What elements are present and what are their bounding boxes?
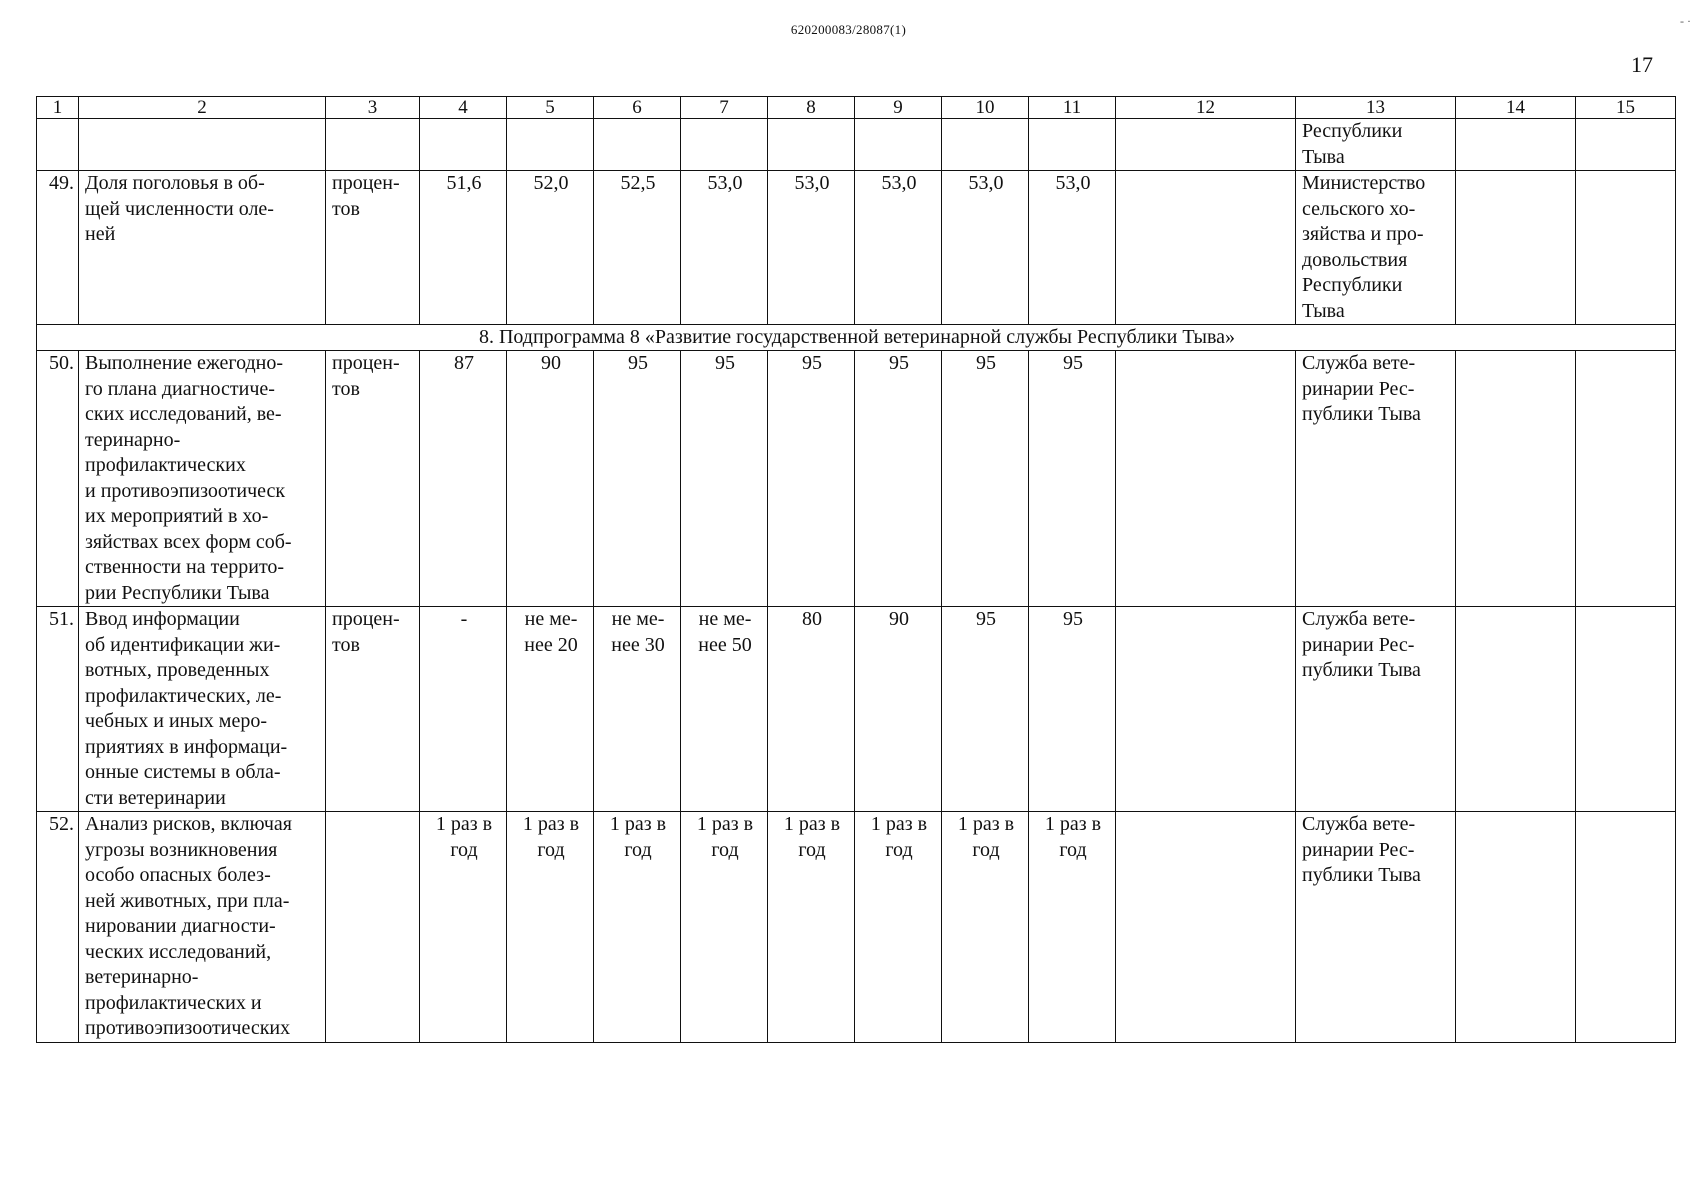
col-header-1: 1 <box>37 97 79 119</box>
value-cell: 1 раз в год <box>507 812 594 1043</box>
col-header-12: 12 <box>1116 97 1296 119</box>
row-number: 52. <box>37 812 79 1043</box>
col-header-4: 4 <box>420 97 507 119</box>
value-cell: 53,0 <box>942 171 1029 325</box>
value-cell: 52,0 <box>507 171 594 325</box>
value-cell: 95 <box>942 351 1029 607</box>
col-header-14: 14 <box>1456 97 1576 119</box>
value-cell: 90 <box>855 607 942 812</box>
value-cell: 1 раз в год <box>768 812 855 1043</box>
value-cell: 51,6 <box>420 171 507 325</box>
value-cell: 53,0 <box>768 171 855 325</box>
column-number-row <box>37 97 1676 119</box>
value-cell: 53,0 <box>1029 171 1116 325</box>
col-header-5: 5 <box>507 97 594 119</box>
value-cell: 1 раз в год <box>420 812 507 1043</box>
page-number: 17 <box>1631 52 1653 77</box>
table-row <box>37 812 1676 1043</box>
value-cell: 52,5 <box>594 171 681 325</box>
table-row <box>37 607 1676 812</box>
unit-cell <box>326 812 420 1043</box>
col-header-2: 2 <box>79 97 326 119</box>
value-cell: 95 <box>855 351 942 607</box>
value-cell: 95 <box>1029 607 1116 812</box>
value-cell: 95 <box>594 351 681 607</box>
row-number: 50. <box>37 351 79 607</box>
col-header-9: 9 <box>855 97 942 119</box>
responsible-cell: Министерство сельского хо- зяйства и про- довольствия Республики Тыва <box>1296 171 1456 325</box>
value-cell: 95 <box>1029 351 1116 607</box>
indicator-name: Ввод информации об идентификации жи- вотных, проведенных профилактических, ле- чебных и иных меро- приятиях в информаци- онные системы в обла- сти ветеринарии <box>79 607 326 812</box>
col-header-10: 10 <box>942 97 1029 119</box>
subprogram-row <box>37 325 1676 351</box>
row-number: 51. <box>37 607 79 812</box>
document-id: 620200083/28087(1) <box>790 22 907 37</box>
col-header-15: 15 <box>1576 97 1676 119</box>
subprogram-title: 8. Подпрограмма 8 «Развитие государственной ветеринарной службы Республики Тыва» <box>37 325 1676 351</box>
value-cell: 80 <box>768 607 855 812</box>
corner-mark: - · <box>1680 14 1691 28</box>
value-cell: 1 раз в год <box>855 812 942 1043</box>
indicator-name: Выполнение ежегодно- го плана диагностиче- ских исследований, ве- теринарно- профилактических и противоэпизоотическ их мероприятий в хо- зяйствах всех форм соб- ственности на террито- рии Республики Тыва <box>79 351 326 607</box>
value-cell: 1 раз в год <box>942 812 1029 1043</box>
table-row <box>37 351 1676 607</box>
indicator-name: Доля поголовья в об- щей численности оле- ней <box>79 171 326 325</box>
value-cell: 95 <box>681 351 768 607</box>
value-cell: 53,0 <box>855 171 942 325</box>
value-cell: не ме- нее 30 <box>594 607 681 812</box>
unit-cell: процен- тов <box>326 171 420 325</box>
col-header-3: 3 <box>326 97 420 119</box>
value-cell: не ме- нее 20 <box>507 607 594 812</box>
value-cell: 53,0 <box>681 171 768 325</box>
responsible-cell: Республики Тыва <box>1296 119 1456 171</box>
responsible-cell: Служба вете- ринарии Рес- публики Тыва <box>1296 607 1456 812</box>
value-cell: 95 <box>768 351 855 607</box>
value-cell: 87 <box>420 351 507 607</box>
col-header-11: 11 <box>1029 97 1116 119</box>
row-number: 49. <box>37 171 79 325</box>
responsible-cell: Служба вете- ринарии Рес- публики Тыва <box>1296 351 1456 607</box>
table-row-continuation <box>37 119 1676 171</box>
col-header-8: 8 <box>768 97 855 119</box>
value-cell: 90 <box>507 351 594 607</box>
unit-cell: процен- тов <box>326 607 420 812</box>
indicator-name: Анализ рисков, включая угрозы возникновения особо опасных болез- ней животных, при пла- нировании диагности- ческих исследований, ветеринарно- профилактических и противоэпизоотических <box>79 812 326 1043</box>
unit-cell: процен- тов <box>326 351 420 607</box>
indicators-table <box>36 96 1676 1043</box>
col-header-7: 7 <box>681 97 768 119</box>
value-cell: 95 <box>942 607 1029 812</box>
value-cell: - <box>420 607 507 812</box>
value-cell: 1 раз в год <box>681 812 768 1043</box>
col-header-6: 6 <box>594 97 681 119</box>
col-header-13: 13 <box>1296 97 1456 119</box>
table-row <box>37 171 1676 325</box>
value-cell: 1 раз в год <box>1029 812 1116 1043</box>
value-cell: не ме- нее 50 <box>681 607 768 812</box>
value-cell: 1 раз в год <box>594 812 681 1043</box>
responsible-cell: Служба вете- ринарии Рес- публики Тыва <box>1296 812 1456 1043</box>
